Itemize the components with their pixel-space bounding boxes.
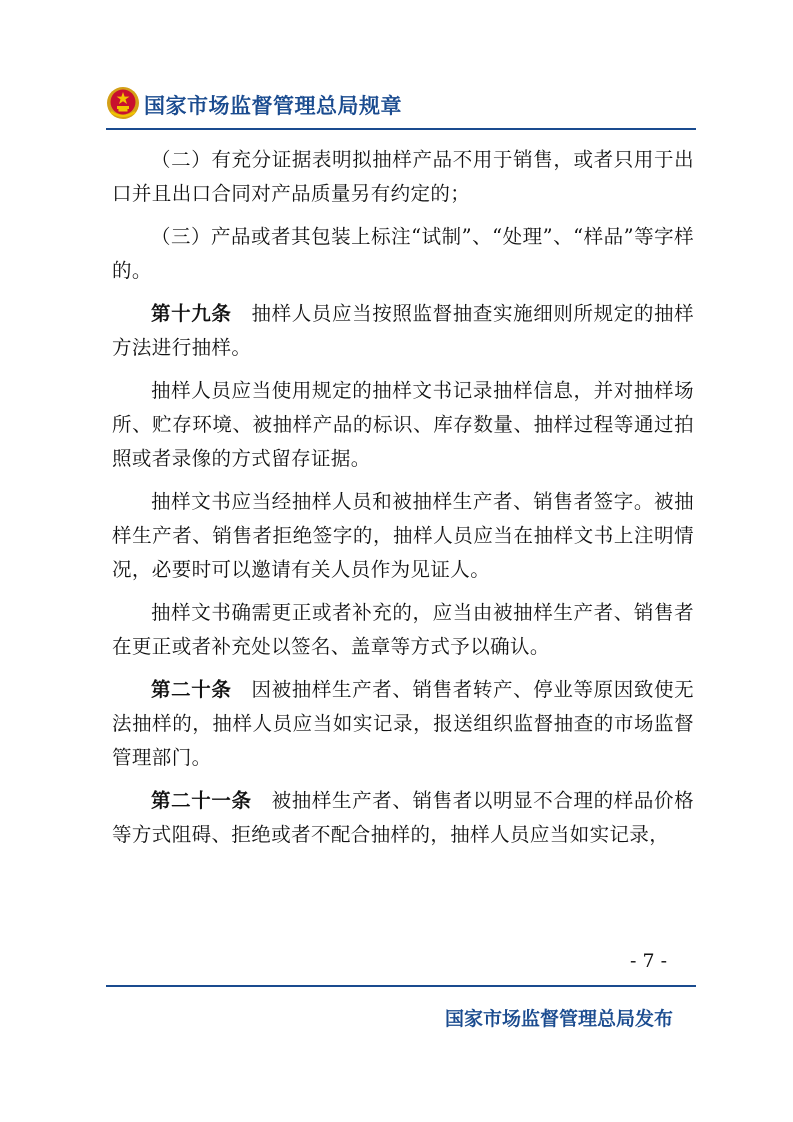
paragraph-text: （三）产品或者其包装上标注“试制”、“处理”、“样品”等字样的。: [112, 225, 694, 282]
footer-divider: [106, 985, 696, 987]
article-number: 第十九条: [151, 302, 232, 325]
paragraph: [112, 784, 694, 852]
paragraph: [112, 673, 694, 775]
footer-publisher: 国家市场监督管理总局发布: [444, 1008, 673, 1030]
paragraph-text: 抽样人员应当使用规定的抽样文书记录抽样信息，并对抽样场所、贮存环境、被抽样产品的标识、库存数量、抽样过程等通过拍照或者录像的方式留存证据。: [112, 379, 694, 470]
national-emblem-icon: [106, 86, 140, 120]
page-header: [106, 86, 696, 122]
article-number: 第二十一条: [151, 789, 252, 812]
paragraph: [112, 374, 694, 476]
paragraph: [112, 485, 694, 587]
paragraph: [112, 596, 694, 664]
paragraph-text: 抽样文书确需更正或者补充的，应当由被抽样生产者、销售者在更正或者补充处以签名、盖章等方式予以确认。: [112, 601, 694, 658]
paragraph: [112, 297, 694, 365]
paragraph-text: 被抽样生产者、销售者以明显不合理的样品价格等方式阻碍、拒绝或者不配合抽样的，抽样人员应当如实记录，: [112, 789, 694, 846]
page-number: - 7 -: [630, 950, 668, 972]
paragraph-text: （二）有充分证据表明拟抽样产品不用于销售，或者只用于出口并且出口合同对产品质量另有约定的；: [112, 148, 694, 205]
paragraph-text: 因被抽样生产者、销售者转产、停业等原因致使无法抽样的，抽样人员应当如实记录，报送组织监督抽查的市场监督管理部门。: [112, 678, 694, 769]
paragraph: [112, 143, 694, 211]
document-body: [112, 143, 694, 861]
article-number: 第二十条: [151, 678, 232, 701]
header-title: 国家市场监督管理总局规章: [144, 94, 402, 118]
paragraph-text: 抽样文书应当经抽样人员和被抽样生产者、销售者签字。被抽样生产者、销售者拒绝签字的，抽样人员应当在抽样文书上注明情况，必要时可以邀请有关人员作为见证人。: [112, 490, 694, 581]
paragraph: [112, 220, 694, 288]
paragraph-text: 抽样人员应当按照监督抽查实施细则所规定的抽样方法进行抽样。: [112, 302, 694, 359]
header-divider: [106, 128, 696, 130]
